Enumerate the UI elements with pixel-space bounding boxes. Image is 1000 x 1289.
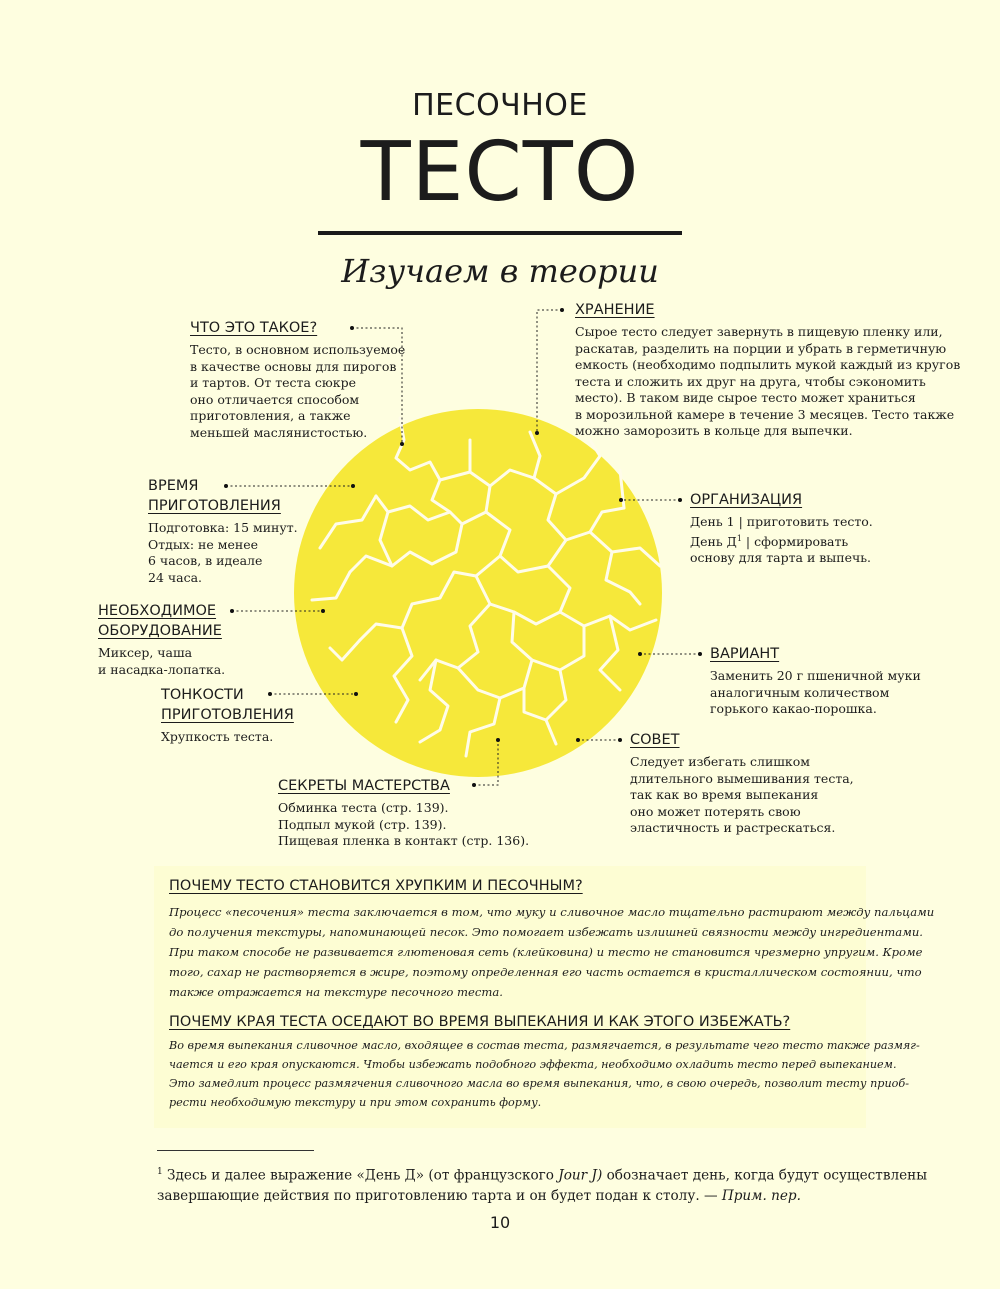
footnote-marker: 1	[157, 1167, 163, 1177]
qa-line: Это замедлит процесс размягчения сливочного масла во время выпекания, что, в свою очередь, позволит тесту приоб-	[169, 1077, 909, 1090]
block-heading: СЕКРЕТЫ МАСТЕРСТВА	[278, 778, 450, 794]
block-heading: ЧТО ЭТО ТАКОЕ?	[190, 320, 318, 336]
block-heading: ОРГАНИЗАЦИЯ	[690, 492, 803, 508]
qa-line: Процесс «песочения» теста заключается в том, что муку и сливочное масло тщательно растирают между пальцами	[169, 905, 935, 919]
body-line: Обминка теста (стр. 139).	[278, 800, 449, 815]
body-line: горького какао-порошка.	[710, 701, 877, 716]
block-storage	[575, 300, 960, 440]
body-line: День $Д^1$ | сформировать	[690, 533, 849, 549]
block-heading: ВАРИАНТ	[710, 646, 780, 662]
qa-box	[154, 866, 935, 1128]
block-secrets	[278, 776, 529, 850]
footnote-text: завершающие действия по приготовлению тарта и он будет подан к столу. —	[157, 1187, 722, 1204]
body-line: в морозильной камере в течение 3 месяцев. Тесто также	[575, 406, 955, 422]
block-equipment	[98, 601, 225, 678]
footnote-divider	[157, 1150, 314, 1151]
block-advice	[630, 730, 854, 837]
body-line: и насадка-лопатка.	[98, 661, 226, 677]
body-line: Отдых: не менее	[148, 536, 258, 552]
body-line: и тартов. От теста сюкре	[190, 375, 356, 390]
block-heading: ПРИГОТОВЛЕНИЯ	[161, 707, 294, 723]
body-line: можно заморозить в кольце для выпечки.	[575, 423, 853, 438]
qa-line: рести необходимую текстуру и при этом сохранить форму.	[169, 1096, 542, 1109]
footnote-text: Прим. пер.	[721, 1187, 801, 1204]
qa-line: При таком способе не развивается глютеновая сеть (клейковина) и тесто не становится чрезмерно упругим. Кроме	[169, 945, 923, 959]
page-title: ТЕСТО	[360, 125, 640, 220]
block-heading: ВРЕМЯ	[148, 478, 199, 494]
qa-line: до получения текстуры, напоминающей песок. Это помогает избежать излишней связности между ингредиентами.	[169, 925, 923, 939]
body-line: оно может потерять свою	[630, 803, 801, 819]
body-line: место). В таком виде сырое тесто может храниться	[575, 390, 916, 405]
block-heading: ХРАНЕНИЕ	[575, 302, 655, 318]
body-line: Сырое тесто следует завернуть в пищевую пленку или,	[575, 324, 943, 339]
block-heading: ПРИГОТОВЛЕНИЯ	[148, 498, 281, 514]
body-line: 6 часов, в идеале	[148, 553, 263, 568]
qa-heading: ПОЧЕМУ ТЕСТО СТАНОВИТСЯ ХРУПКИМ И ПЕСОЧНЫМ?	[169, 878, 583, 894]
qa-heading: ПОЧЕМУ КРАЯ ТЕСТА ОСЕДАЮТ ВО ВРЕМЯ ВЫПЕКАНИЯ И КАК ЭТОГО ИЗБЕЖАТЬ?	[169, 1014, 791, 1030]
body-line: аналогичным количеством	[710, 684, 890, 700]
script-heading: Изучаем в теории	[341, 252, 659, 290]
body-line: оно отличается способом	[190, 391, 360, 407]
body-line: Подпыл мукой (стр. 139).	[278, 816, 447, 832]
body-line: теста и сложить их друг на друга, чтобы сэкономить	[575, 373, 926, 389]
body-line: емкость (необходимо подпылить мукой каждый из кругов	[575, 357, 961, 372]
qa-section-1	[169, 878, 934, 1002]
qa-line: того, сахар не растворяется в жире, поэтому определенная его часть остается в кристаллическом состоянии, что	[169, 965, 922, 979]
block-variant	[710, 644, 921, 718]
footnote-text: Здесь и далее выражение «День Д» (от французского	[162, 1167, 559, 1184]
footnote	[157, 1162, 928, 1206]
body-line: Хрупкость теста.	[161, 729, 274, 744]
block-subtleties	[161, 685, 294, 746]
body-line: основу для тарта и выпечь.	[690, 550, 872, 566]
qa-line: чается и его края опускаются. Чтобы избежать подобного эффекта, необходимо охладить тесто перед выпеканием.	[169, 1058, 897, 1071]
block-heading: ОБОРУДОВАНИЕ	[98, 623, 222, 639]
block-heading: НЕОБХОДИМОЕ	[98, 603, 217, 619]
body-line: так как во время выпекания	[630, 787, 819, 802]
body-line: День 1 | приготовить тесто.	[690, 514, 873, 529]
page-subtitle: ПЕСОЧНОЕ	[412, 88, 588, 123]
footnote-text: Jour J)	[558, 1167, 603, 1184]
body-line: приготовления, а также	[190, 408, 351, 423]
body-line: 24 часа.	[148, 569, 203, 585]
dough-circle	[294, 409, 662, 777]
block-heading: СОВЕТ	[630, 732, 680, 748]
body-line: раскатав, разделить на порции и убрать в герметичную	[575, 340, 947, 356]
body-line: меньшей маслянистостью.	[190, 424, 368, 440]
block-what-is-it	[190, 318, 405, 441]
body-line: эластичность и растрескаться.	[630, 820, 836, 835]
body-line: Тесто, в основном используемое	[190, 342, 406, 357]
body-line: Пищевая пленка в контакт (стр. 136).	[278, 833, 530, 848]
body-line: Заменить 20 г пшеничной муки	[710, 668, 921, 683]
body-line: Следует избегать слишком	[630, 754, 810, 769]
block-heading: ТОНКОСТИ	[161, 687, 244, 703]
qa-line: также отражается на текстуре песочного теста.	[169, 985, 503, 999]
block-organization	[690, 490, 873, 567]
body-line: в качестве основы для пирогов	[190, 358, 397, 374]
page-number: 10	[489, 1213, 511, 1232]
body-line: длительного вымешивания теста,	[630, 770, 854, 786]
block-prep-time	[148, 476, 298, 586]
qa-section-2	[169, 1014, 920, 1112]
qa-line: Во время выпекания сливочное масло, входящее в состав теста, размягчается, в результате чего тесто также размяг-	[169, 1039, 920, 1052]
footnote-text: обозначает день, когда будут осуществлены	[602, 1167, 928, 1184]
body-line: Подготовка: 15 минут.	[148, 520, 298, 535]
body-line: Миксер, чаша	[98, 645, 193, 660]
